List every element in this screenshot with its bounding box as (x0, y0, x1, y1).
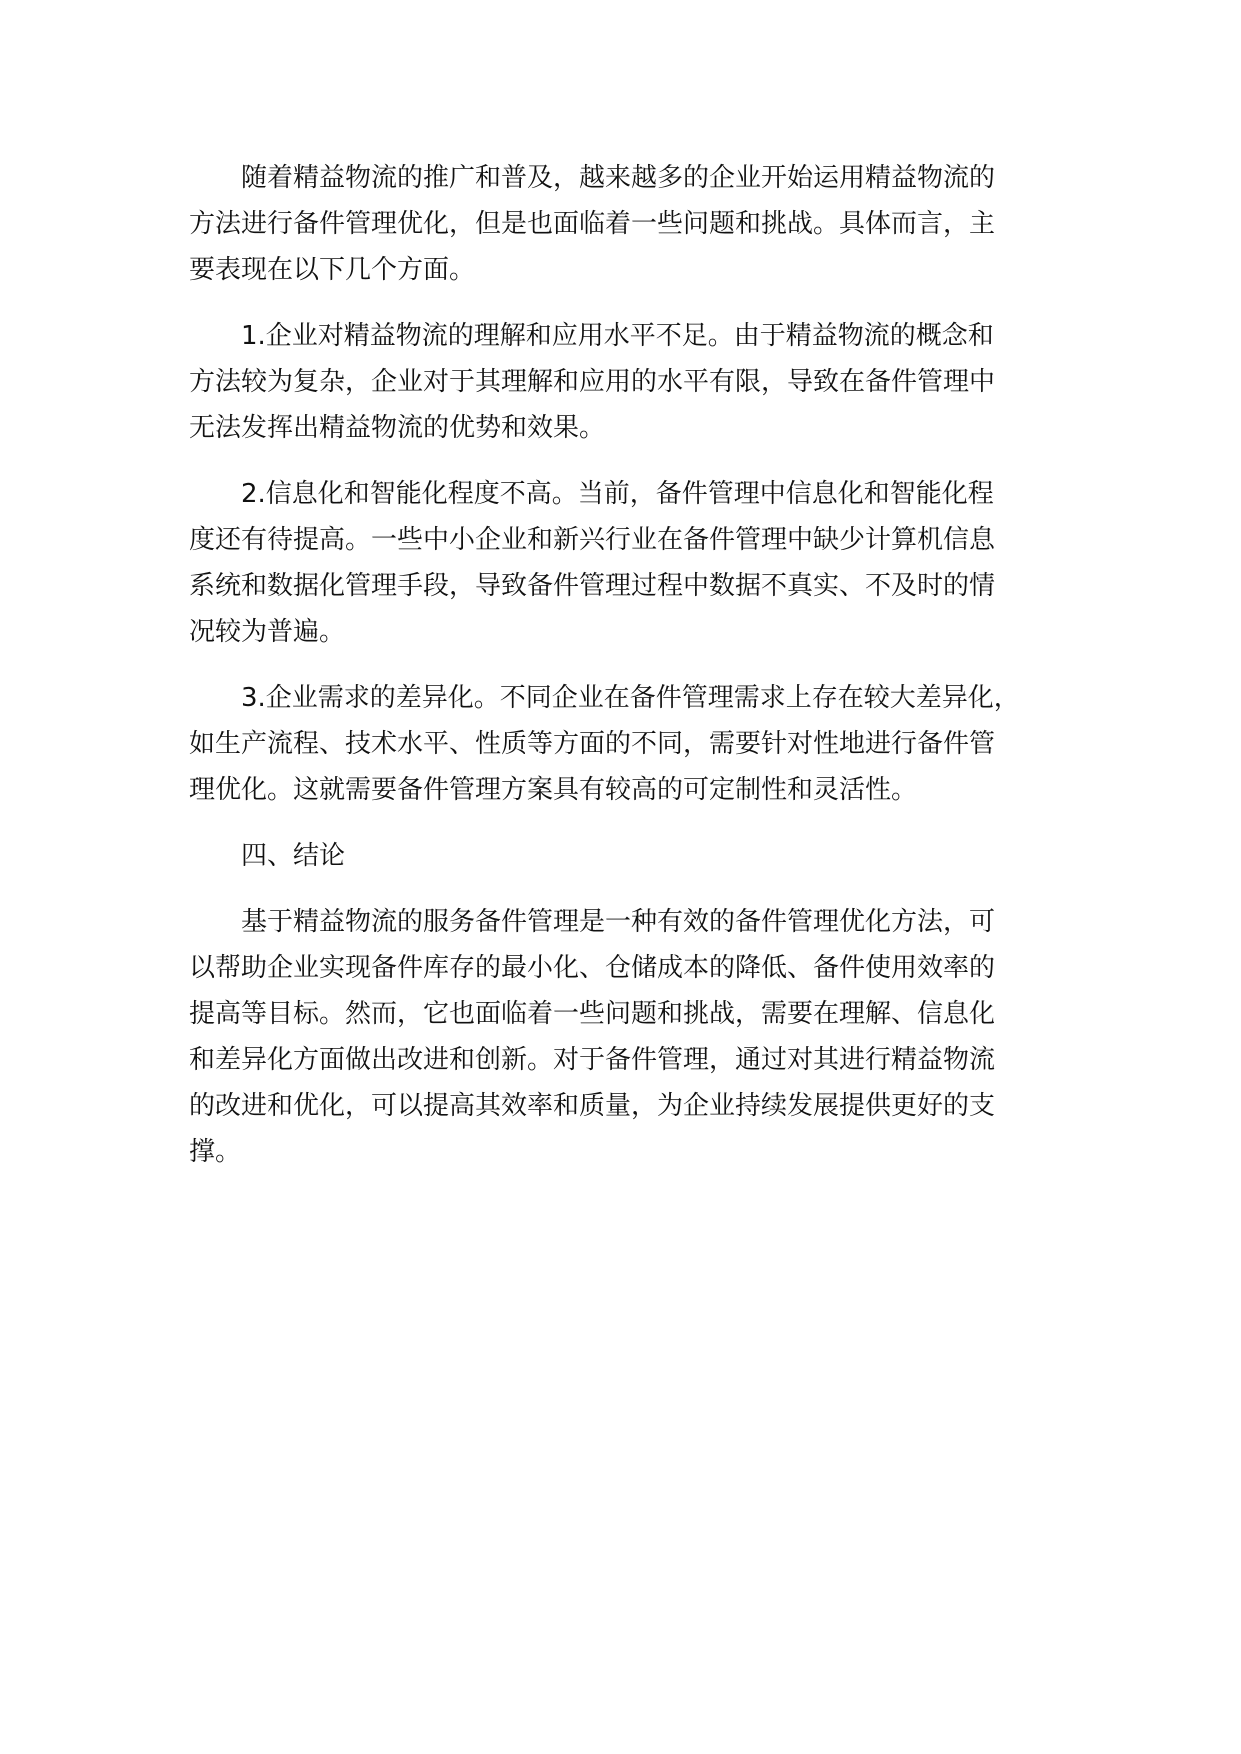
text-line: 和差异化方面做出改进和创新。对于备件管理，通过对其进行精益物流 (189, 1045, 996, 1075)
text-line: 理优化。这就需要备件管理方案具有较高的可定制性和灵活性。 (189, 775, 918, 805)
text-line: 以帮助企业实现备件库存的最小化、仓储成本的降低、备件使用效率的 (189, 953, 996, 983)
paragraph-point-1 (189, 313, 1089, 451)
text-line: 度还有待提高。一些中小企业和新兴行业在备件管理中缺少计算机信息 (189, 525, 996, 555)
section-heading-conclusion: 四、结论 (241, 841, 346, 871)
text-line: 2.信息化和智能化程度不高。当前，备件管理中信息化和智能化程 (241, 479, 994, 509)
document-body (189, 155, 1089, 1195)
text-line: 方法进行备件管理优化，但是也面临着一些问题和挑战。具体而言，主 (189, 209, 996, 239)
paragraph-intro (189, 155, 1089, 293)
paragraph-point-3 (189, 675, 1089, 813)
paragraph-conclusion (189, 899, 1089, 1175)
text-line: 提高等目标。然而，它也面临着一些问题和挑战，需要在理解、信息化 (189, 999, 996, 1029)
text-line: 如生产流程、技术水平、性质等方面的不同，需要针对性地进行备件管 (189, 729, 996, 759)
text-line: 3.企业需求的差异化。不同企业在备件管理需求上存在较大差异化， (241, 683, 1020, 713)
text-line: 1.企业对精益物流的理解和应用水平不足。由于精益物流的概念和 (241, 321, 994, 351)
text-line: 无法发挥出精益物流的优势和效果。 (189, 413, 606, 443)
text-line: 的改进和优化，可以提高其效率和质量，为企业持续发展提供更好的支 (189, 1091, 996, 1121)
text-line: 方法较为复杂，企业对于其理解和应用的水平有限，导致在备件管理中 (189, 367, 996, 397)
text-line: 随着精益物流的推广和普及，越来越多的企业开始运用精益物流的 (241, 163, 996, 193)
paragraph-point-2 (189, 471, 1089, 655)
text-line: 系统和数据化管理手段，导致备件管理过程中数据不真实、不及时的情 (189, 571, 996, 601)
text-line: 要表现在以下几个方面。 (189, 255, 476, 285)
text-line: 撑。 (189, 1137, 242, 1167)
text-line: 基于精益物流的服务备件管理是一种有效的备件管理优化方法，可 (241, 907, 996, 937)
text-line: 况较为普遍。 (189, 617, 346, 647)
